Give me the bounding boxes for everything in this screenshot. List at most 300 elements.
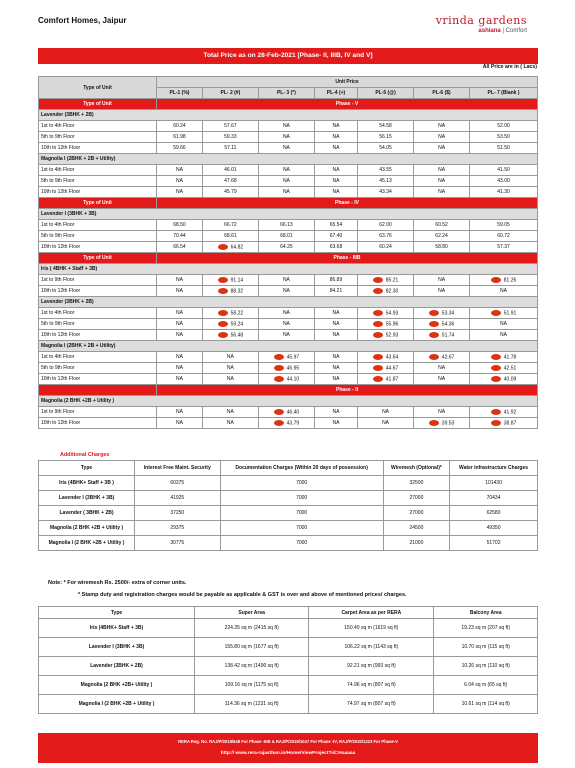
price-cell: NA	[157, 352, 203, 363]
price-cell: 81.26	[470, 275, 538, 286]
charges-row	[39, 521, 538, 536]
floor-label: 10th to 12th Floor	[39, 374, 157, 385]
floor-label: 10th to 12th Floor	[39, 286, 157, 297]
price-cell: 46.40	[258, 407, 314, 418]
area-type: Lavender (3BHK + 2B)	[39, 657, 195, 676]
area-value: 74.97 sq m (807 sq ft)	[309, 695, 434, 714]
phase-row	[39, 385, 538, 396]
price-cell: 38.87	[470, 418, 538, 429]
charges-value: 32500	[383, 476, 449, 491]
area-value: 224.35 sq m (2415 sq ft)	[195, 619, 309, 638]
price-cell: NA	[414, 187, 470, 198]
price-col-header: PL-4 (+)	[314, 88, 357, 99]
price-cell: 43.34	[358, 187, 414, 198]
price-cell: 58.22	[202, 308, 258, 319]
price-cell: NA	[470, 319, 538, 330]
price-cell: NA	[314, 374, 357, 385]
floor-label: 5th to 9th Floor	[39, 176, 157, 187]
offer-icon	[491, 420, 501, 426]
offer-icon	[491, 310, 501, 316]
price-cell: NA	[202, 407, 258, 418]
price-cell: 41.92	[470, 407, 538, 418]
price-row	[39, 220, 538, 231]
price-cell: 60.24	[358, 242, 414, 253]
price-cell: NA	[157, 187, 203, 198]
offer-icon	[373, 332, 383, 338]
unit-group-row	[39, 297, 538, 308]
price-cell: NA	[157, 363, 203, 374]
type-label: Type of Unit	[39, 99, 157, 110]
floor-label: 1st to 9th Floor	[39, 275, 157, 286]
unit-group-name: Lavender (3BHK + 2B)	[39, 110, 538, 121]
floor-label: 1st to 9th Floor	[39, 407, 157, 418]
price-cell: NA	[258, 121, 314, 132]
price-row	[39, 418, 538, 429]
charges-row	[39, 491, 538, 506]
price-cell: 60.72	[470, 231, 538, 242]
price-cell: NA	[258, 319, 314, 330]
charges-type: Magnolia (2 BHK +2B + Utility )	[39, 521, 135, 536]
price-cell: NA	[258, 330, 314, 341]
price-cell: 51.91	[470, 308, 538, 319]
price-cell: NA	[314, 187, 357, 198]
phase-label: Phase - IIIB	[157, 253, 538, 264]
price-cell: 62.24	[414, 231, 470, 242]
price-cell: NA	[157, 176, 203, 187]
price-cell: 67.40	[314, 231, 357, 242]
vrinda-gardens-logo	[436, 14, 527, 34]
price-cell: NA	[414, 363, 470, 374]
charges-value: 51702	[450, 536, 538, 551]
floor-label: 5th to 9th Floor	[39, 231, 157, 242]
price-cell: 51.74	[414, 330, 470, 341]
price-cell: NA	[258, 176, 314, 187]
price-cell: 91.14	[202, 275, 258, 286]
price-col-header: PL- 2 (#)	[202, 88, 258, 99]
page-header	[0, 0, 575, 46]
price-row	[39, 275, 538, 286]
wiremesh-note: Note: * For wiremesh Rs. 2500/- extra of corner units.	[48, 580, 187, 586]
charges-value: 7000	[220, 521, 383, 536]
price-row	[39, 121, 538, 132]
price-cell: 54.58	[358, 121, 414, 132]
charges-type: Magnolia I (2 BHK +2B + Utility )	[39, 536, 135, 551]
price-cell: NA	[414, 132, 470, 143]
price-cell: NA	[314, 308, 357, 319]
phase-label: Phase - IV	[157, 198, 538, 209]
offer-icon	[218, 310, 228, 316]
price-cell: 41.50	[470, 165, 538, 176]
offer-icon	[373, 277, 383, 283]
area-value: 10.70 sq m (115 sq ft)	[434, 638, 538, 657]
unit-group-name: Lavender (3BHK + 2B)	[39, 297, 538, 308]
brand-name: Comfort Homes, Jaipur	[38, 16, 127, 25]
phase-row	[39, 253, 538, 264]
price-cell: NA	[314, 132, 357, 143]
price-cell: NA	[414, 374, 470, 385]
rera-registration: RERA Reg. No. RAJ/P/2018/648 For Phase -IIIB & RAJ/P/2019/1047 For Phase -IV, RAJ/P/2020/1223 For Phase-V	[178, 739, 398, 744]
price-cell: 54.36	[414, 319, 470, 330]
price-cell: NA	[314, 418, 357, 429]
area-col-header: Super Area	[195, 607, 309, 619]
floor-label: 1st to 4th Floor	[39, 121, 157, 132]
area-value: 92.21 sq m (993 sq ft)	[309, 657, 434, 676]
charges-type: Lavender I (3BHK + 3B)	[39, 491, 135, 506]
price-row	[39, 165, 538, 176]
price-row	[39, 407, 538, 418]
unit-group-name: Iris ( 4BHK + Staff + 3B)	[39, 264, 538, 275]
price-cell: 59.24	[202, 319, 258, 330]
offer-icon	[218, 332, 228, 338]
price-cell: NA	[470, 330, 538, 341]
price-cell: NA	[314, 121, 357, 132]
charges-value: 7000	[220, 476, 383, 491]
floor-label: 10th to 12th Floor	[39, 143, 157, 154]
price-cell: 52.93	[358, 330, 414, 341]
charges-value: 7000	[220, 536, 383, 551]
area-type: Lavender I (3BHK + 3B)	[39, 638, 195, 657]
price-cell: 43.00	[470, 176, 538, 187]
price-cell: 86.89	[314, 275, 357, 286]
charges-value: 27000	[383, 491, 449, 506]
price-cell: NA	[258, 143, 314, 154]
price-cell: 39.53	[414, 418, 470, 429]
floor-label: 10th to 12th Floor	[39, 418, 157, 429]
charges-row	[39, 506, 538, 521]
price-row	[39, 374, 538, 385]
price-cell: 63.76	[358, 231, 414, 242]
logo-subtitle: ashiana | Comfort	[478, 28, 527, 34]
price-cell: NA	[314, 319, 357, 330]
offer-icon	[373, 310, 383, 316]
unit-group-name: Magnolia I (2BHK + 2B + Utility)	[39, 341, 538, 352]
area-table	[38, 606, 538, 714]
price-cell: NA	[414, 165, 470, 176]
offer-icon	[373, 321, 383, 327]
floor-label: 5th to 9th Floor	[39, 132, 157, 143]
area-row	[39, 657, 538, 676]
phase-label: Phase - V	[157, 99, 538, 110]
charges-type: Lavender ( 3BHK + 2B)	[39, 506, 135, 521]
area-value: 138.42 sq m (1490 sq ft)	[195, 657, 309, 676]
price-cell: NA	[157, 286, 203, 297]
offer-icon	[429, 310, 439, 316]
floor-label: 10th to 12th Floor	[39, 187, 157, 198]
price-cell: 54.93	[358, 308, 414, 319]
charges-row	[39, 476, 538, 491]
area-value: 155.80 sq m (1677 sq ft)	[195, 638, 309, 657]
offer-icon	[429, 321, 439, 327]
price-cell: 53.50	[470, 132, 538, 143]
price-cell: 46.95	[258, 363, 314, 374]
floor-label: 5th to 9th Floor	[39, 319, 157, 330]
footer	[38, 733, 538, 763]
price-cell: 68.01	[258, 231, 314, 242]
price-cell: 55.96	[358, 319, 414, 330]
price-cell: 41.30	[470, 187, 538, 198]
charges-value: 24500	[383, 521, 449, 536]
charges-value: 62580	[450, 506, 538, 521]
type-of-unit-header: Type of Unit	[39, 77, 157, 99]
unit-group-row	[39, 110, 538, 121]
price-cell: NA	[202, 374, 258, 385]
charges-value: 49350	[450, 521, 538, 536]
charges-value: 41925	[135, 491, 220, 506]
price-header-row	[39, 77, 538, 88]
price-cell: 84.21	[314, 286, 357, 297]
charges-col-header: Water infrastructure Charges	[450, 461, 538, 476]
price-cell: 65.54	[314, 220, 357, 231]
unit-group-row	[39, 396, 538, 407]
charges-header-row	[39, 461, 538, 476]
offer-icon	[274, 409, 284, 415]
price-cell: 42.67	[414, 352, 470, 363]
floor-label: 1st to 4th Floor	[39, 220, 157, 231]
unit-group-name: Magnolia I (2BHK + 2B + Utility)	[39, 154, 538, 165]
floor-label: 1st to 4th Floor	[39, 308, 157, 319]
additional-charges-title: Additional Charges	[60, 452, 110, 458]
price-cell: NA	[314, 407, 357, 418]
area-type: Iris (4BHK+ Staff + 3B)	[39, 619, 195, 638]
offer-icon	[373, 376, 383, 382]
unit-group-row	[39, 341, 538, 352]
offer-icon	[491, 365, 501, 371]
area-value: 10.26 sq m (110 sq ft)	[434, 657, 538, 676]
price-cell: NA	[157, 374, 203, 385]
price-row	[39, 308, 538, 319]
charges-row	[39, 536, 538, 551]
price-cell: 61.98	[157, 132, 203, 143]
area-value: 114.36 sq m (1231 sq ft)	[195, 695, 309, 714]
price-cell: 68.61	[202, 231, 258, 242]
price-cell: NA	[258, 286, 314, 297]
price-cell: 43.55	[358, 165, 414, 176]
price-cell: NA	[314, 363, 357, 374]
charges-value: 101430	[450, 476, 538, 491]
floor-label: 10th to 12th Floor	[39, 330, 157, 341]
offer-icon	[373, 365, 383, 371]
price-cell: NA	[358, 418, 414, 429]
price-cell: NA	[258, 165, 314, 176]
price-row	[39, 143, 538, 154]
area-value: 150.40 sq m (1619 sq ft)	[309, 619, 434, 638]
price-cell: 44.10	[258, 374, 314, 385]
price-row	[39, 187, 538, 198]
price-cell: 43.79	[258, 418, 314, 429]
offer-icon	[429, 420, 439, 426]
floor-label: 10th to 12th Floor	[39, 242, 157, 253]
price-cell: NA	[202, 363, 258, 374]
price-unit-note: All Price are in ( Lacs)	[482, 64, 537, 70]
type-label: Type of Unit	[39, 253, 157, 264]
phase-row	[39, 99, 538, 110]
price-cell: 43.64	[358, 352, 414, 363]
charges-value: 21000	[383, 536, 449, 551]
price-cell: 46.01	[202, 165, 258, 176]
price-cell: NA	[314, 352, 357, 363]
price-cell: NA	[414, 286, 470, 297]
price-cell: 59.05	[470, 220, 538, 231]
price-cell: NA	[314, 176, 357, 187]
area-col-header: Type	[39, 607, 195, 619]
price-col-header: PL- 3 (*)	[258, 88, 314, 99]
price-cell: NA	[414, 121, 470, 132]
price-cell: 59.66	[157, 143, 203, 154]
price-cell: 41.78	[470, 352, 538, 363]
price-cell: NA	[157, 308, 203, 319]
offer-icon	[274, 420, 284, 426]
price-cell: 82.30	[358, 286, 414, 297]
area-value: 106.22 sq m (1143 sq ft)	[309, 638, 434, 657]
charges-value: 60375	[135, 476, 220, 491]
price-row	[39, 330, 538, 341]
price-cell: 60.24	[157, 121, 203, 132]
floor-label: 1st to 4th Floor	[39, 352, 157, 363]
price-cell: NA	[470, 286, 538, 297]
unit-price-header: Unit Price	[157, 77, 538, 88]
offer-icon	[491, 277, 501, 283]
offer-icon	[274, 376, 284, 382]
price-cell: 63.68	[314, 242, 357, 253]
logo-title: vrinda gardens	[435, 14, 527, 27]
rera-url-link[interactable]: http:// www.rera-rajasthan.in/Home/ViewProject?id=Haaaaa	[220, 751, 356, 756]
price-row	[39, 176, 538, 187]
price-cell: 40.09	[470, 374, 538, 385]
price-cell: NA	[414, 407, 470, 418]
price-col-header: PL- 7 (Blank )	[470, 88, 538, 99]
price-cell: 41.87	[358, 374, 414, 385]
price-cell: NA	[258, 132, 314, 143]
price-row	[39, 231, 538, 242]
charges-value: 37250	[135, 506, 220, 521]
price-cell: 57.67	[202, 121, 258, 132]
phase-label: Phase - II	[157, 385, 538, 396]
price-cell: 42.51	[470, 363, 538, 374]
price-table	[38, 76, 538, 429]
unit-group-row	[39, 264, 538, 275]
stamp-duty-note: * Stamp duty and registration charges would be payable as applicable & GST is over and above of mentioned prices/ charges.	[78, 592, 407, 598]
price-row	[39, 286, 538, 297]
price-cell: NA	[358, 407, 414, 418]
price-cell: 47.68	[202, 176, 258, 187]
price-row	[39, 319, 538, 330]
area-value: 74.96 sq m (807 sq ft)	[309, 676, 434, 695]
unit-group-name: Magnolia (2 BHK +2B + Utility )	[39, 396, 538, 407]
area-row	[39, 619, 538, 638]
price-cell: 44.67	[358, 363, 414, 374]
price-col-header: PL-5 (@)	[358, 88, 414, 99]
phase-row	[39, 198, 538, 209]
offer-icon	[491, 376, 501, 382]
price-row	[39, 363, 538, 374]
area-type: Magnolia I (2 BHK +2B + Utility )	[39, 695, 195, 714]
price-cell: 64.25	[258, 242, 314, 253]
price-row	[39, 242, 538, 253]
offer-icon	[218, 321, 228, 327]
price-cell: NA	[414, 143, 470, 154]
price-cell: 45.79	[202, 187, 258, 198]
price-cell: NA	[314, 165, 357, 176]
offer-icon	[429, 354, 439, 360]
charges-value: 70434	[450, 491, 538, 506]
price-cell: 70.44	[157, 231, 203, 242]
price-cell: NA	[157, 418, 203, 429]
area-value: 109.16 sq m (1175 sq ft)	[195, 676, 309, 695]
charges-value: 7000	[220, 491, 383, 506]
area-row	[39, 676, 538, 695]
charges-col-header: Documentation Charges (Within 20 days of possession)	[220, 461, 383, 476]
area-type: Magnolia (2 BHK +2B+ Utility )	[39, 676, 195, 695]
charges-type: Iris (4BHK+ Staff + 3B )	[39, 476, 135, 491]
offer-icon	[491, 354, 501, 360]
offer-icon	[373, 354, 383, 360]
price-cell: NA	[314, 143, 357, 154]
area-value: 6.04 sq m (65 sq ft)	[434, 676, 538, 695]
charges-col-header: Wiremesh (Optional)*	[383, 461, 449, 476]
unit-group-row	[39, 154, 538, 165]
price-col-header: PL-6 ($)	[414, 88, 470, 99]
price-cell: NA	[157, 319, 203, 330]
additional-charges-table	[38, 460, 538, 551]
price-cell: 56.48	[202, 330, 258, 341]
offer-icon	[491, 409, 501, 415]
price-cell: 85.21	[358, 275, 414, 286]
offer-icon	[218, 244, 228, 250]
price-cell: NA	[157, 275, 203, 286]
price-cell: 45.13	[358, 176, 414, 187]
price-cell: NA	[414, 176, 470, 187]
area-value: 10.61 sq m (114 sq ft)	[434, 695, 538, 714]
floor-label: 5th to 9th Floor	[39, 363, 157, 374]
unit-group-name: Lavender I (3BHK + 3B)	[39, 209, 538, 220]
price-cell: NA	[157, 165, 203, 176]
unit-group-row	[39, 209, 538, 220]
price-cell: 53.34	[414, 308, 470, 319]
price-cell: NA	[157, 330, 203, 341]
price-cell: 54.05	[358, 143, 414, 154]
price-cell: NA	[202, 352, 258, 363]
charges-value: 27000	[383, 506, 449, 521]
area-col-header: Carpet Area as per RERA	[309, 607, 434, 619]
price-cell: 52.00	[470, 121, 538, 132]
price-banner: Total Price as on 28-Feb-2021 [Phase- II, IIIB, IV and V]	[38, 48, 538, 64]
offer-icon	[218, 288, 228, 294]
price-row	[39, 132, 538, 143]
offer-icon	[429, 332, 439, 338]
floor-label: 1st to 4th Floor	[39, 165, 157, 176]
charges-col-header: Type	[39, 461, 135, 476]
price-cell: 62.00	[358, 220, 414, 231]
price-cell: 66.13	[258, 220, 314, 231]
offer-icon	[218, 277, 228, 283]
price-cell: NA	[314, 330, 357, 341]
area-value: 19.23 sq m (207 sq ft)	[434, 619, 538, 638]
charges-value: 7000	[220, 506, 383, 521]
area-header-row	[39, 607, 538, 619]
price-cell: 57.11	[202, 143, 258, 154]
offer-icon	[274, 354, 284, 360]
price-cell: NA	[258, 308, 314, 319]
price-cell: 64.82	[202, 242, 258, 253]
price-cell: 45.97	[258, 352, 314, 363]
price-cell: NA	[258, 275, 314, 286]
charges-value: 29375	[135, 521, 220, 536]
price-cell: NA	[414, 275, 470, 286]
offer-icon	[274, 365, 284, 371]
price-cell: 57.37	[470, 242, 538, 253]
price-cell: 66.72	[202, 220, 258, 231]
charges-col-header: Interest Free Maint. Security	[135, 461, 220, 476]
